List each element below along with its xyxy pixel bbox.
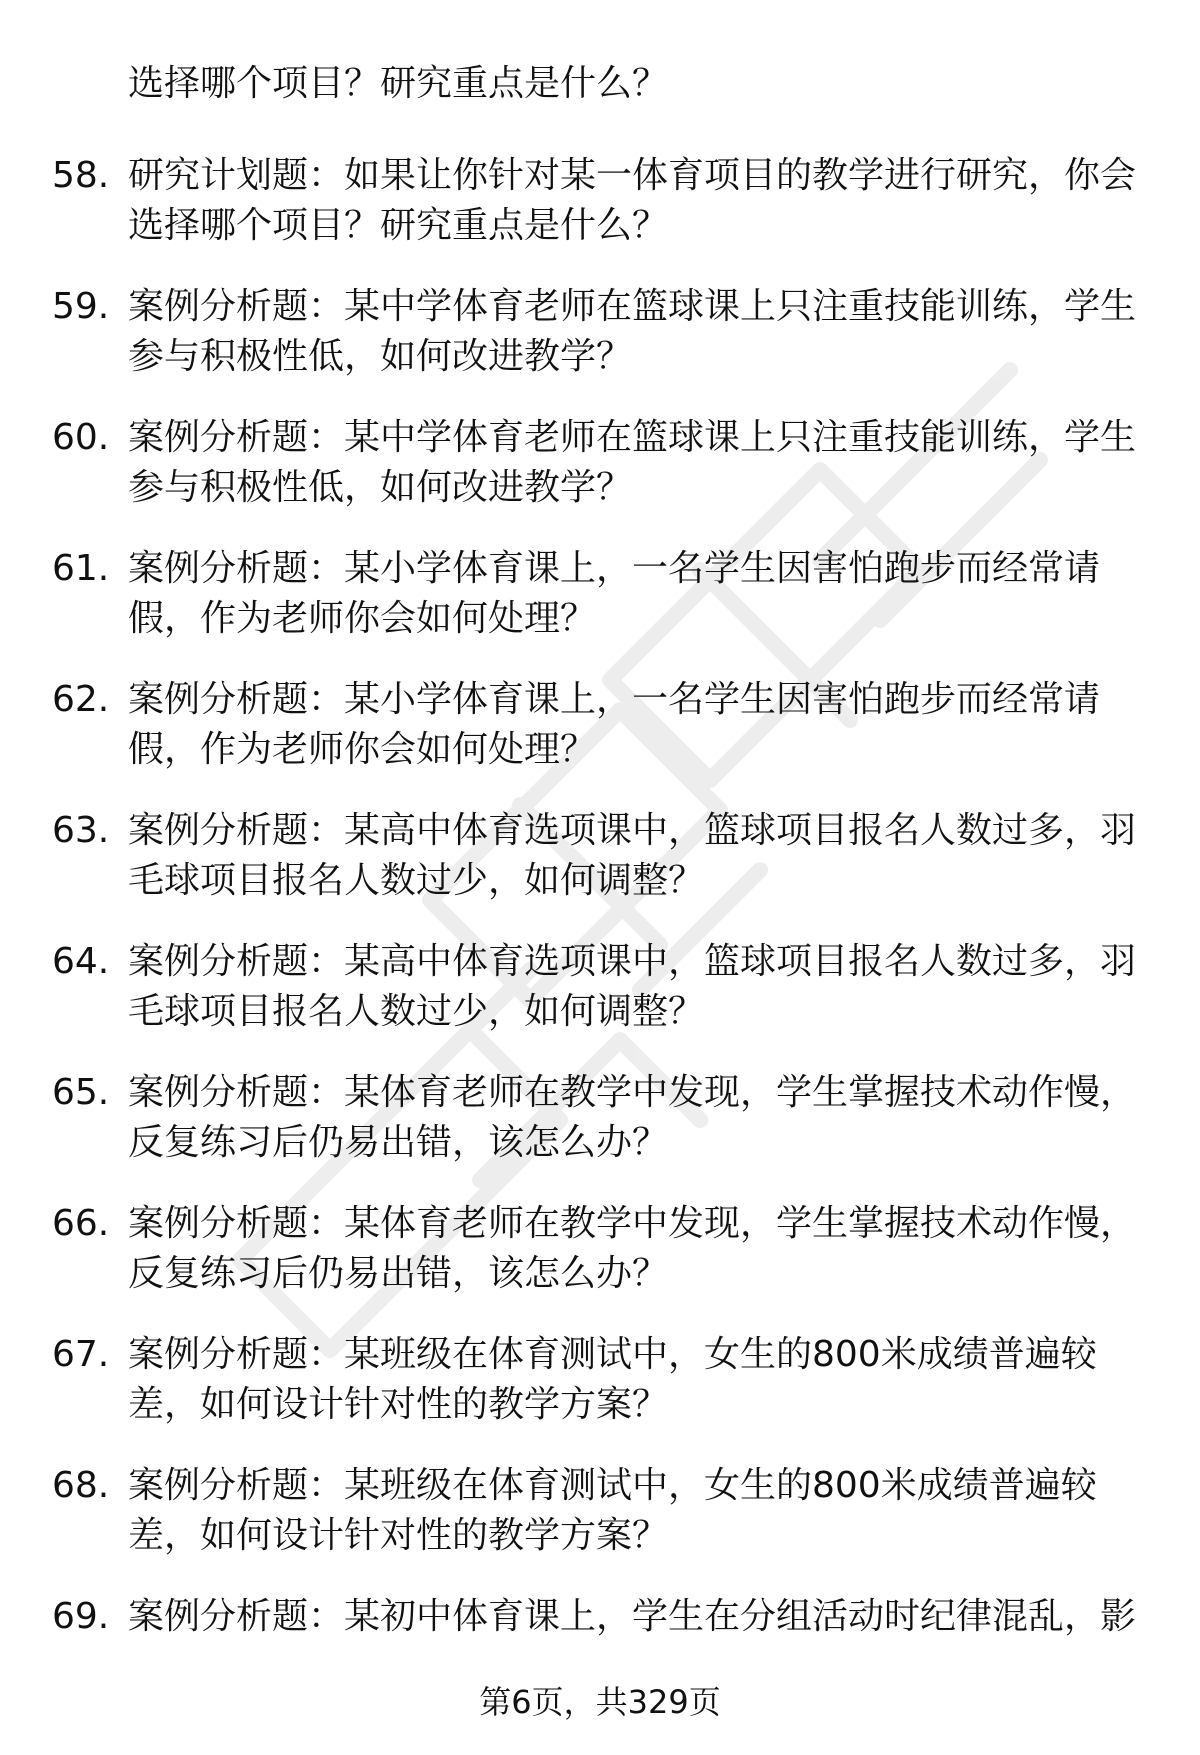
question-text-line: 案例分析题：某体育老师在教学中发现，学生掌握技术动作慢， bbox=[128, 1072, 1137, 1113]
question-text-line: 案例分析题：某小学体育课上，一名学生因害怕跑步而经常请 bbox=[128, 679, 1101, 720]
question-number: 60. bbox=[52, 417, 110, 458]
question-text-line: 案例分析题：某小学体育课上，一名学生因害怕跑步而经常请 bbox=[128, 548, 1101, 589]
question-item bbox=[0, 150, 1200, 281]
question-text-line: 案例分析题：某班级在体育测试中，女生的800米成绩普遍较 bbox=[128, 1334, 1097, 1375]
question-item bbox=[0, 674, 1200, 805]
question-text-line: 毛球项目报名人数过少，如何调整？ bbox=[128, 860, 705, 901]
question-number: 63. bbox=[52, 810, 110, 851]
question-item bbox=[0, 1460, 1200, 1591]
question-number: 58. bbox=[52, 155, 110, 196]
question-number: 67. bbox=[52, 1334, 110, 1375]
question-text-line: 毛球项目报名人数过少，如何调整？ bbox=[128, 991, 705, 1032]
question-text-line: 假，作为老师你会如何处理？ bbox=[128, 729, 597, 770]
question-text-line: 假，作为老师你会如何处理？ bbox=[128, 598, 597, 639]
question-item bbox=[0, 936, 1200, 1067]
question-item bbox=[0, 1198, 1200, 1329]
question-text-line: 案例分析题：某高中体育选项课中，篮球项目报名人数过多，羽 bbox=[128, 810, 1137, 851]
question-item bbox=[0, 412, 1200, 543]
page-footer: 第6页，共329页 bbox=[479, 1683, 721, 1721]
question-item bbox=[0, 543, 1200, 674]
question-text-line: 案例分析题：某体育老师在教学中发现，学生掌握技术动作慢， bbox=[128, 1203, 1137, 1244]
question-list bbox=[0, 150, 1200, 1722]
question-text-line: 案例分析题：某中学体育老师在篮球课上只注重技能训练，学生 bbox=[128, 417, 1137, 458]
question-text-line: 选择哪个项目？研究重点是什么？ bbox=[128, 205, 669, 246]
question-item bbox=[0, 805, 1200, 936]
question-text-line: 案例分析题：某中学体育老师在篮球课上只注重技能训练，学生 bbox=[128, 286, 1137, 327]
question-text-line: 反复练习后仍易出错，该怎么办？ bbox=[128, 1122, 669, 1163]
question-text-line: 反复练习后仍易出错，该怎么办？ bbox=[128, 1253, 669, 1294]
question-number: 69. bbox=[52, 1596, 110, 1637]
question-number: 64. bbox=[52, 941, 110, 982]
question-number: 65. bbox=[52, 1072, 110, 1113]
question-number: 62. bbox=[52, 679, 110, 720]
question-item bbox=[0, 1067, 1200, 1198]
question-item bbox=[0, 1329, 1200, 1460]
question-number: 68. bbox=[52, 1465, 110, 1506]
question-text-line: 案例分析题：某班级在体育测试中，女生的800米成绩普遍较 bbox=[128, 1465, 1097, 1506]
question-item bbox=[0, 281, 1200, 412]
question-number: 61. bbox=[52, 548, 110, 589]
question-text-line: 案例分析题：某高中体育选项课中，篮球项目报名人数过多，羽 bbox=[128, 941, 1137, 982]
question-text-line: 研究计划题：如果让你针对某一体育项目的教学进行研究，你会 bbox=[128, 155, 1137, 196]
question-text-line: 差，如何设计针对性的教学方案？ bbox=[128, 1384, 669, 1425]
question-number: 59. bbox=[52, 286, 110, 327]
question-number: 66. bbox=[52, 1203, 110, 1244]
continued-question-text: 选择哪个项目？研究重点是什么？ bbox=[128, 63, 669, 104]
question-text-line: 差，如何设计针对性的教学方案？ bbox=[128, 1515, 669, 1556]
question-text-line: 案例分析题：某初中体育课上，学生在分组活动时纪律混乱，影 bbox=[128, 1596, 1137, 1637]
question-text-line: 参与积极性低，如何改进教学？ bbox=[128, 336, 633, 377]
question-text-line: 参与积极性低，如何改进教学？ bbox=[128, 467, 633, 508]
